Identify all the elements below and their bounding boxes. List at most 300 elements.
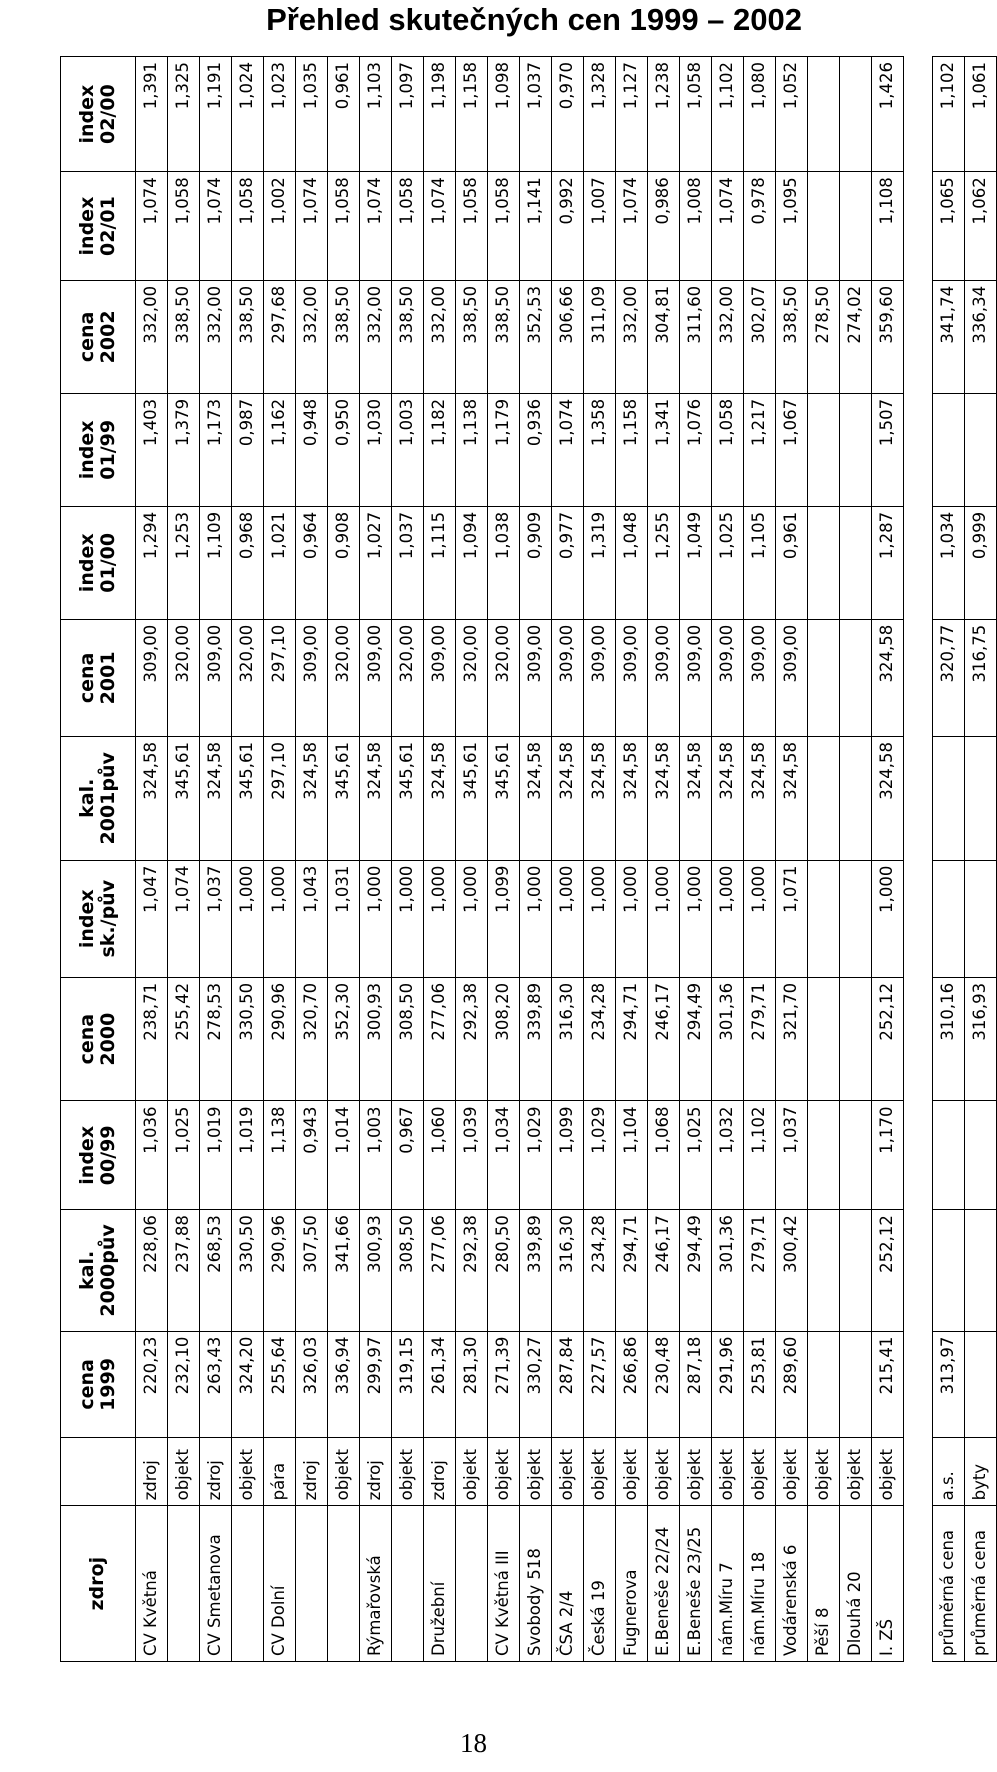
value-cell: 1,255 [648,506,680,619]
value-cell [808,860,840,977]
value-cell: 1,031 [328,860,360,977]
value-cell: 1,058 [328,172,360,281]
value-cell [840,977,872,1101]
table-row [456,57,488,1662]
value-cell: 297,10 [264,619,296,736]
value-cell: 1,000 [552,860,584,977]
table-row [872,57,904,1662]
table-row [520,57,552,1662]
value-cell: 1,325 [168,57,200,172]
spacer-cell [904,1506,933,1662]
value-cell: 324,58 [360,736,392,860]
value-cell: 332,00 [296,280,328,393]
column-header-line: 02/00 [97,84,119,145]
rotated-table [60,56,990,1662]
value-cell: 1,000 [712,860,744,977]
value-cell: 324,58 [872,736,904,860]
value-cell: 339,89 [520,1210,552,1331]
value-cell: 292,38 [456,977,488,1101]
value-cell: 1,253 [168,506,200,619]
table-row [232,57,264,1662]
value-cell: 1,036 [136,1101,168,1210]
value-cell: 332,00 [200,280,232,393]
value-cell: 1,319 [584,506,616,619]
type-cell: objekt [712,1438,744,1506]
value-cell: 1,003 [392,393,424,506]
value-cell: 1,104 [616,1101,648,1210]
value-cell [840,736,872,860]
value-cell [933,1210,965,1331]
type-cell: objekt [584,1438,616,1506]
value-cell: 1,000 [680,860,712,977]
value-cell: 0,977 [552,506,584,619]
value-cell [808,1331,840,1438]
column-header-line: index [75,889,98,949]
spacer-cell [904,393,933,506]
value-cell: 0,978 [744,172,776,281]
source-cell [296,1506,328,1662]
value-cell: 324,58 [776,736,808,860]
source-cell: Družební [424,1506,456,1662]
column-header-line: 00/99 [97,1125,119,1186]
table-row [360,57,392,1662]
source-cell: Svobody 518 [520,1506,552,1662]
value-cell [840,1101,872,1210]
value-cell: 300,93 [360,977,392,1101]
value-cell: 1,038 [488,506,520,619]
value-cell: 1,379 [168,393,200,506]
value-cell: 294,49 [680,977,712,1101]
value-cell: 252,12 [872,977,904,1101]
table-row [136,57,168,1662]
value-cell [933,1101,965,1210]
value-cell: 278,53 [200,977,232,1101]
table-row [712,57,744,1662]
value-cell: 319,15 [392,1331,424,1438]
header-row [61,57,136,1662]
value-cell: 1,098 [488,57,520,172]
value-cell: 1,002 [264,172,296,281]
type-cell: objekt [616,1438,648,1506]
spacer-cell [904,1331,933,1438]
value-cell: 1,000 [424,860,456,977]
column-header-line: 01/00 [97,532,119,593]
value-cell: 1,034 [488,1101,520,1210]
value-cell: 287,18 [680,1331,712,1438]
source-cell: Vodárenská 6 [776,1506,808,1662]
value-cell: 1,068 [648,1101,680,1210]
value-cell: 1,102 [933,57,965,172]
column-header [61,506,136,619]
value-cell: 345,61 [328,736,360,860]
value-cell [933,393,965,506]
value-cell: 0,992 [552,172,584,281]
source-cell [232,1506,264,1662]
value-cell: 311,09 [584,280,616,393]
value-cell: 279,71 [744,1210,776,1331]
value-cell: 268,53 [200,1210,232,1331]
column-header-line: kal. [75,778,98,818]
value-cell: 1,000 [392,860,424,977]
column-header-line: index [75,196,98,256]
value-cell: 261,34 [424,1331,456,1438]
spacer-cell [904,736,933,860]
table-row [264,57,296,1662]
value-cell [808,57,840,172]
value-cell [840,619,872,736]
value-cell: 1,058 [168,172,200,281]
value-cell: 0,968 [232,506,264,619]
value-cell: 336,34 [965,280,997,393]
source-cell: průměrná cena [933,1506,965,1662]
spacer-cell [904,280,933,393]
type-cell: zdroj [136,1438,168,1506]
value-cell: 263,43 [200,1331,232,1438]
value-cell: 1,035 [296,57,328,172]
value-cell: 297,68 [264,280,296,393]
value-cell: 1,058 [712,393,744,506]
table-row [648,57,680,1662]
column-header [61,57,136,172]
column-header-line: index [75,420,98,480]
table-row [808,57,840,1662]
value-cell [808,172,840,281]
value-cell [965,1101,997,1210]
value-cell: 316,93 [965,977,997,1101]
column-header-line: index [75,533,98,593]
source-cell: CV Dolní [264,1506,296,1662]
value-cell: 336,94 [328,1331,360,1438]
value-cell: 228,06 [136,1210,168,1331]
value-cell: 324,58 [712,736,744,860]
column-header [61,1210,136,1331]
value-cell: 1,074 [424,172,456,281]
type-cell: objekt [392,1438,424,1506]
value-cell: 1,007 [584,172,616,281]
type-cell: a.s. [933,1438,965,1506]
value-cell: 309,00 [744,619,776,736]
value-cell [840,172,872,281]
column-header-line: 2002 [97,310,119,364]
value-cell: 309,00 [648,619,680,736]
value-cell: 326,03 [296,1331,328,1438]
column-header-line: cena [75,1359,98,1410]
value-cell: 324,58 [200,736,232,860]
value-cell: 330,27 [520,1331,552,1438]
value-cell: 1,029 [520,1101,552,1210]
value-cell: 1,071 [776,860,808,977]
column-header-line: cena [75,1013,98,1065]
value-cell: 1,065 [933,172,965,281]
value-cell: 1,076 [680,393,712,506]
value-cell: 1,049 [680,506,712,619]
value-cell: 1,391 [136,57,168,172]
value-cell: 308,50 [392,1210,424,1331]
column-header [61,860,136,977]
value-cell: 0,936 [520,393,552,506]
value-cell: 255,64 [264,1331,296,1438]
value-cell: 302,07 [744,280,776,393]
value-cell: 1,039 [456,1101,488,1210]
value-cell: 232,10 [168,1331,200,1438]
value-cell: 324,58 [520,736,552,860]
value-cell: 290,96 [264,1210,296,1331]
value-cell: 308,50 [392,977,424,1101]
summary-row [965,57,997,1662]
value-cell: 1,061 [965,57,997,172]
value-cell: 227,57 [584,1331,616,1438]
value-cell: 1,074 [168,860,200,977]
value-cell: 234,28 [584,1210,616,1331]
value-cell: 345,61 [392,736,424,860]
value-cell: 297,10 [264,736,296,860]
value-cell: 0,967 [392,1101,424,1210]
value-cell: 1,158 [456,57,488,172]
column-header-line: 1999 [97,1357,119,1411]
table-row [168,57,200,1662]
value-cell: 345,61 [168,736,200,860]
value-cell: 0,964 [296,506,328,619]
value-cell: 1,037 [392,506,424,619]
value-cell: 278,50 [808,280,840,393]
value-cell: 320,00 [232,619,264,736]
value-cell: 0,986 [648,172,680,281]
type-cell: objekt [456,1438,488,1506]
value-cell: 338,50 [776,280,808,393]
source-cell: Rýmařovská [360,1506,392,1662]
value-cell: 1,048 [616,506,648,619]
value-cell: 0,908 [328,506,360,619]
value-cell: 1,138 [456,393,488,506]
value-cell: 289,60 [776,1331,808,1438]
value-cell: 1,074 [552,393,584,506]
value-cell: 324,20 [232,1331,264,1438]
source-cell: nám.Míru 7 [712,1506,744,1662]
value-cell: 345,61 [488,736,520,860]
value-cell: 294,71 [616,1210,648,1331]
value-cell [840,57,872,172]
value-cell: 1,099 [552,1101,584,1210]
value-cell: 309,00 [584,619,616,736]
value-cell: 1,032 [712,1101,744,1210]
spacer-cell [904,506,933,619]
value-cell [840,860,872,977]
value-cell [808,1210,840,1331]
value-cell: 1,358 [584,393,616,506]
value-cell: 1,062 [965,172,997,281]
value-cell [965,736,997,860]
value-cell: 1,141 [520,172,552,281]
value-cell: 1,158 [616,393,648,506]
value-cell: 338,50 [488,280,520,393]
value-cell [840,506,872,619]
value-cell: 238,71 [136,977,168,1101]
value-cell: 1,047 [136,860,168,977]
source-cell: CV Květná [136,1506,168,1662]
value-cell: 1,074 [136,172,168,281]
value-cell: 309,00 [680,619,712,736]
type-cell: zdroj [200,1438,232,1506]
value-cell: 330,50 [232,1210,264,1331]
value-cell: 332,00 [360,280,392,393]
source-cell: Dlouhá 20 [840,1506,872,1662]
value-cell: 309,00 [520,619,552,736]
value-cell: 324,58 [552,736,584,860]
source-cell [456,1506,488,1662]
value-cell: 1,102 [744,1101,776,1210]
value-cell: 234,28 [584,977,616,1101]
value-cell: 1,019 [200,1101,232,1210]
value-cell: 1,000 [584,860,616,977]
value-cell: 277,06 [424,977,456,1101]
column-header [61,1331,136,1438]
type-cell: pára [264,1438,296,1506]
value-cell: 1,138 [264,1101,296,1210]
value-cell: 320,00 [488,619,520,736]
value-cell: 266,86 [616,1331,648,1438]
type-cell: objekt [840,1438,872,1506]
value-cell: 0,943 [296,1101,328,1210]
value-cell: 1,003 [360,1101,392,1210]
value-cell: 311,60 [680,280,712,393]
value-cell: 281,30 [456,1331,488,1438]
value-cell: 338,50 [168,280,200,393]
value-cell: 246,17 [648,1210,680,1331]
column-header-line: cena [75,652,98,704]
table-row [744,57,776,1662]
value-cell: 320,00 [456,619,488,736]
value-cell: 324,58 [744,736,776,860]
value-cell: 1,037 [776,1101,808,1210]
value-cell [808,393,840,506]
column-header [61,1101,136,1210]
value-cell: 324,58 [296,736,328,860]
value-cell: 1,000 [264,860,296,977]
value-cell [808,506,840,619]
value-cell: 309,00 [616,619,648,736]
value-cell: 1,074 [200,172,232,281]
type-cell: objekt [776,1438,808,1506]
value-cell [808,977,840,1101]
value-cell: 1,074 [712,172,744,281]
value-cell: 316,30 [552,977,584,1101]
table-row [552,57,584,1662]
value-cell: 1,217 [744,393,776,506]
value-cell: 341,66 [328,1210,360,1331]
value-cell: 0,999 [965,506,997,619]
column-header [61,1506,136,1662]
value-cell: 324,58 [136,736,168,860]
value-cell: 1,025 [712,506,744,619]
value-cell: 253,81 [744,1331,776,1438]
value-cell [808,619,840,736]
source-cell: Česká 19 [584,1506,616,1662]
value-cell: 320,00 [328,619,360,736]
value-cell: 1,000 [648,860,680,977]
column-header [61,393,136,506]
value-cell [965,1331,997,1438]
type-cell: zdroj [360,1438,392,1506]
value-cell: 220,23 [136,1331,168,1438]
value-cell [933,736,965,860]
column-header-line: 2000pův [97,1224,119,1317]
value-cell: 0,970 [552,57,584,172]
table-row [200,57,232,1662]
source-cell: nám.Míru 18 [744,1506,776,1662]
value-cell: 230,48 [648,1331,680,1438]
value-cell: 1,000 [232,860,264,977]
spacer-row [904,57,933,1662]
spacer-cell [904,860,933,977]
value-cell: 1,095 [776,172,808,281]
value-cell: 339,89 [520,977,552,1101]
value-cell: 1,000 [520,860,552,977]
column-header-line: kal. [75,1250,98,1290]
value-cell: 279,71 [744,977,776,1101]
value-cell: 1,080 [744,57,776,172]
value-cell: 332,00 [712,280,744,393]
value-cell: 352,53 [520,280,552,393]
value-cell: 1,030 [360,393,392,506]
value-cell: 274,02 [840,280,872,393]
value-cell: 338,50 [328,280,360,393]
value-cell: 320,70 [296,977,328,1101]
value-cell: 1,029 [584,1101,616,1210]
source-cell [392,1506,424,1662]
value-cell: 320,77 [933,619,965,736]
column-header [61,1438,136,1506]
value-cell: 237,88 [168,1210,200,1331]
value-cell: 338,50 [456,280,488,393]
value-cell: 324,58 [424,736,456,860]
table-row [392,57,424,1662]
summary-row [933,57,965,1662]
value-cell: 1,025 [168,1101,200,1210]
value-cell: 320,00 [168,619,200,736]
spacer-cell [904,1210,933,1331]
source-cell: E.Beneše 23/25 [680,1506,712,1662]
source-cell: I. ZŠ [872,1506,904,1662]
column-header-line: cena [75,311,98,363]
page-title: Přehled skutečných cen 1999 – 2002 [266,2,802,37]
value-cell: 321,70 [776,977,808,1101]
value-cell: 1,058 [680,57,712,172]
value-cell: 0,948 [296,393,328,506]
value-cell [965,860,997,977]
value-cell: 290,96 [264,977,296,1101]
value-cell: 1,037 [520,57,552,172]
value-cell: 291,96 [712,1331,744,1438]
value-cell: 252,12 [872,1210,904,1331]
value-cell: 1,027 [360,506,392,619]
value-cell: 277,06 [424,1210,456,1331]
table-row [840,57,872,1662]
value-cell: 320,00 [392,619,424,736]
value-cell: 1,173 [200,393,232,506]
value-cell: 1,052 [776,57,808,172]
type-cell: objekt [488,1438,520,1506]
type-cell: objekt [808,1438,840,1506]
value-cell: 309,00 [360,619,392,736]
value-cell: 1,000 [616,860,648,977]
value-cell: 300,93 [360,1210,392,1331]
value-cell: 1,105 [744,506,776,619]
value-cell: 1,058 [456,172,488,281]
column-header-line: 2001 [97,651,119,705]
value-cell: 324,58 [584,736,616,860]
value-cell: 1,099 [488,860,520,977]
value-cell: 1,000 [456,860,488,977]
